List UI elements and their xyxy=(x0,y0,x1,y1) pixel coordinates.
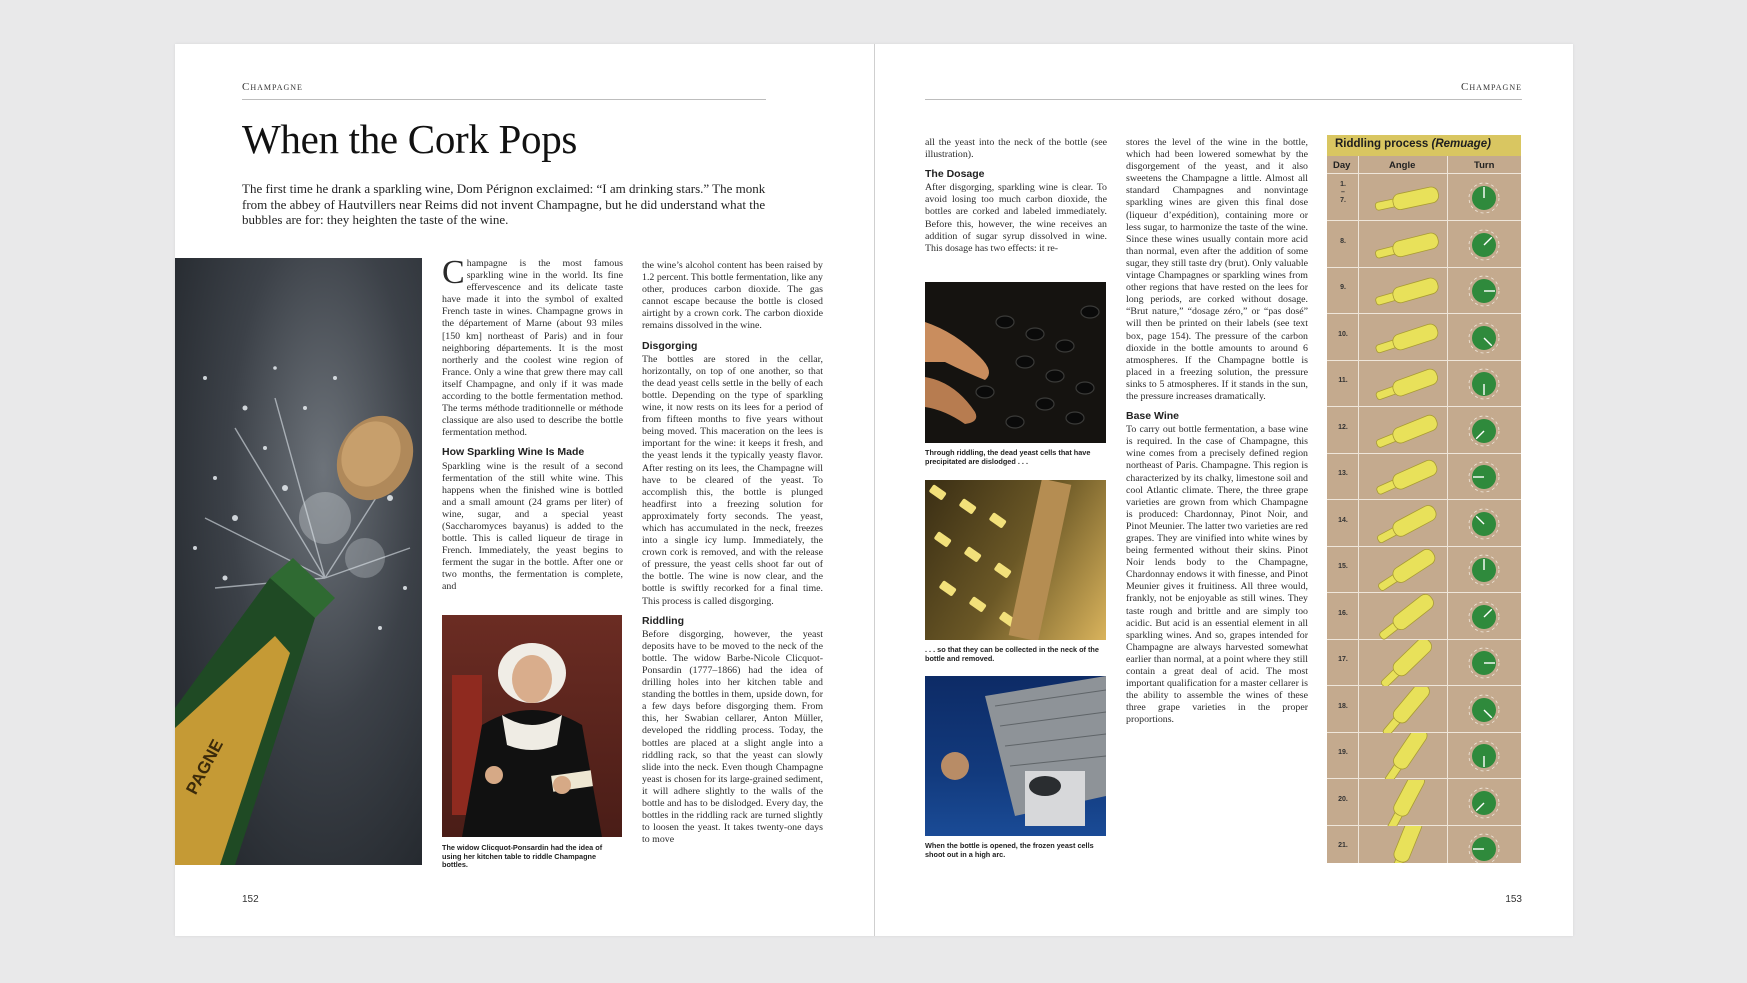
chart-row xyxy=(1327,501,1521,547)
day-label: 16. xyxy=(1338,609,1348,617)
chart-row xyxy=(1327,780,1521,826)
chart-row xyxy=(1327,222,1521,268)
text-column-3 xyxy=(925,137,1107,282)
body-text: Sparkling wine is the result of a second fermentation of the still white wine. This happens when the finished wine is bottled and a small amount (24 grams per liter) of wine, sugar, and a special yeast (Saccharomyces bayanus) is added to the bottle. This is called liqueur de tirage in French. Immediately, the yeast begins to ferment the sugar in the bottle. After one or two months, the fermentation is complete, and xyxy=(442,460,623,593)
row-graphic xyxy=(1327,640,1521,686)
day-label: 12. xyxy=(1338,423,1348,431)
bottle-icon xyxy=(1374,367,1440,404)
page-number-right: 153 xyxy=(1505,894,1522,905)
body-text: all the yeast into the neck of the bottle (see illustration). xyxy=(925,137,1107,161)
body-text: To carry out bottle fermentation, a base wine is required. In the case of Champagne, this wine comes from a precisely defined region northeast of Paris. Champagne. This region is characterized by its chalky, limestone soil and cool Atlantic climate. There, the three grape varieties are grown from which Champagne is produced: Chardonnay, Pinot Noir, and Pinot Meunier. The latter two varieties are red grapes. They are vinified into white wines by being fermented without their skins. Pinot Noir lends body to the Champagne, Chardonnay endows it with finesse, and Pinot Meunier gives it fruitiness. All three would, frankly, not be enjoyable as still wines. They taste rough and brittle and are simply too acidic. But acid is an essential element in all sparkling wines. And so, grapes intended for Champagne are always harvested somewhat earlier than normal, at a point where they still contain a great deal of acid. The most important qualification for a master cellarer is the ability to assemble the wines of these three grape varieties in the proper proportions. xyxy=(1126,424,1308,726)
chart-row xyxy=(1327,268,1521,314)
cork-pop-illustration xyxy=(175,258,422,865)
row-graphic xyxy=(1327,361,1521,407)
header-rule-right xyxy=(925,99,1522,100)
row-graphic xyxy=(1327,687,1521,733)
day-label: 1. – 7. xyxy=(1340,181,1346,204)
intro-paragraph: The first time he drank a sparkling wine, Dom Pérignon exclaimed: “I am drinking stars.” The monk from the abbey of Hautvillers near Reims did not invent Champagne, but he did understand what the bubbles are for: they heighten the taste of the wine. xyxy=(242,181,766,227)
row-graphic xyxy=(1327,501,1521,547)
section-heading: The Dosage xyxy=(925,168,985,181)
row-graphic xyxy=(1327,454,1521,500)
bottle-icon xyxy=(1375,503,1439,547)
photo-caption-1: Through riddling, the dead yeast cells that have precipitated are dislodged . . . xyxy=(925,448,1091,466)
right-page xyxy=(875,44,1574,936)
champagne-cork-photo xyxy=(175,258,422,865)
bottle-icon xyxy=(1376,594,1436,640)
chart-title-text: Riddling process xyxy=(1335,138,1429,150)
day-label: 19. xyxy=(1338,749,1348,756)
bottle-icon xyxy=(1374,413,1439,452)
row-graphic xyxy=(1327,547,1521,593)
text-column-1 xyxy=(442,258,623,615)
body-text: After disgorging, sparkling wine is clear. To avoid losing too much carbon dioxide, the bottles are corked and labeled immediately. Before this, however, the wine receives an addition of sugar syrup dissolved in wine. This dosage has two effects: it re- xyxy=(925,182,1107,254)
row-graphic xyxy=(1327,268,1521,314)
body-text: The bottles are stored in the cellar, horizontally, on top of one another, so that the dead yeast cells settle in the belly of each bottle. Depending on the type of sparkling wine, it now rests on its lees for a period of from fifteen months to five years without being moved. This maceration on the lees is important for the wine: it keeps it fresh, and the yeast lends it the typically yeasty flavor. After resting on its lees, the Champagne will have to be cleared of the yeast. To accomplish this, the bottle is plunged headfirst into a freezing solution for approximately forty seconds. The yeast, which has accumulated in the neck, freezes into a single icy lump. Immediately, the crown cork is removed, and with the release of pressure, the yeast cells shoot far out of the bottle. The wine is now clear, and the bottle is swiftly recorked for a final time. This process is called disgorging. xyxy=(642,353,823,607)
chart-header-row xyxy=(1327,156,1521,174)
page-title: When the Cork Pops xyxy=(242,116,578,162)
day-label: 21. xyxy=(1338,842,1348,849)
bottle-icon xyxy=(1383,780,1427,826)
day-label: 11. xyxy=(1338,377,1348,384)
row-graphic xyxy=(1327,408,1521,454)
chart-row xyxy=(1327,454,1521,500)
bottle-icon xyxy=(1377,640,1434,686)
body-text: the wine’s alcohol content has been raised by 1.2 percent. This bottle fermentation, like any other, produces carbon dioxide. The gas cannot escape because the bottle is closed airtight by a crown cork. The carbon dioxide remains dissolved in the wine. xyxy=(642,260,823,332)
bottle-icon xyxy=(1374,186,1440,215)
row-graphic xyxy=(1327,222,1521,268)
text-column-4 xyxy=(1126,137,1308,815)
page-number-left: 152 xyxy=(242,894,259,905)
chart-row xyxy=(1327,408,1521,454)
section-heading: How Sparkling Wine Is Made xyxy=(442,446,585,459)
chart-row xyxy=(1327,594,1521,640)
body-text: hampagne is the most famous sparkling wine in the world. Its fine effervescence and its delicate taste have made it into the symbol of exalted French taste in wines. Champagne grows in the département of Marne (about 93 miles [150 km] northeast of Paris) and in four neighboring départements. It is the most northerly and the coolest wine region of France. Only a wine that grew there may call itself Champagne, and only if it was made according to the bottle fermentation method. The terms méthode traditionnelle or méthode classique are also used to describe the bottle fermentation method. xyxy=(442,258,623,439)
day-label: 15. xyxy=(1338,563,1348,570)
row-graphic xyxy=(1327,826,1521,863)
chart-row xyxy=(1327,361,1521,407)
row-graphic xyxy=(1327,315,1521,361)
riddling-hands-photo xyxy=(925,282,1106,443)
header-rule-left xyxy=(242,99,766,100)
bottle-label: PAGNE xyxy=(182,736,227,798)
section-heading: Disgorging xyxy=(642,339,698,352)
section-heading: Base Wine xyxy=(1126,410,1180,423)
bottle-icon xyxy=(1379,687,1432,733)
drop-cap: C xyxy=(442,258,465,291)
widow-clicquot-portrait xyxy=(442,615,622,837)
bottle-icon xyxy=(1374,231,1440,262)
chart-row xyxy=(1327,826,1521,863)
row-graphic xyxy=(1327,594,1521,640)
day-label: 10. xyxy=(1338,330,1348,338)
day-label: 14. xyxy=(1338,516,1348,524)
day-label: 18. xyxy=(1338,702,1348,710)
day-label: 17. xyxy=(1338,656,1348,663)
chart-row xyxy=(1327,640,1521,686)
bottle-icon xyxy=(1385,826,1424,863)
day-label: 13. xyxy=(1338,470,1348,477)
chart-row xyxy=(1327,687,1521,733)
disgorging-photo xyxy=(925,676,1106,836)
riddling-rack-photo xyxy=(925,480,1106,640)
bottle-icon xyxy=(1374,276,1440,309)
row-graphic xyxy=(1327,733,1521,779)
header-turn: Turn xyxy=(1474,160,1495,171)
chart-title-italic: (Remuage) xyxy=(1431,138,1491,150)
body-text: stores the level of the wine in the bottle, which had been lowered somewhat by the disgorgement of the yeast, and it also sweetens the Champagne a little. Almost all standard Champagnes and nonvintage sparkling wines are given this final dose (liqueur d’expédition), containing more or less sugar, to harmonize the taste of the wine. Since these wines usually contain more acid than normal, even after the addition of some sugar, they still taste dry (brut). Only valuable vintage Champagnes or sparkling wines from other regions that have rested on the lees for long periods, are corked without dosage. “Brut nature,” “dosage zéro,” or “pas dosé” will then be printed on their labels (see text box, page 154). The pressure of the carbon dioxide in the bottle amounts to around 6 atmospheres. If the Champagne bottle is placed in a freezing solution, the pressure sinks to 5 atmospheres. If it stands in the sun, the pressure increases dramatically. xyxy=(1126,137,1308,402)
chart-title xyxy=(1327,135,1521,156)
text-column-2 xyxy=(642,260,823,860)
running-head-left: Champagne xyxy=(242,81,303,93)
body-text: Before disgorging, however, the yeast deposits have to be moved to the neck of the bottle. The widow Barbe-Nicole Clicquot-Ponsardin (1777–1866) had the idea of drilling holes into her kitchen table and standing the bottles in them, upside down, for a few days before disgorging them. From this, her Swabian cellarer, Anton Müller, developed the riddling process. Today, the bottles are placed at a slight angle into a riddling rack, so that the yeast can slowly slide into the neck. Even though Champagne yeast is chosen for its large-grained sediment, it will adhere slightly to the walls of the bottle and has to be dislodged. Every day, the bottles in the riddling rack are turned slightly to loosen the yeast. It takes twenty-one days to move xyxy=(642,628,823,846)
photo-caption-3: When the bottle is opened, the frozen yeast cells shoot out in a high arc. xyxy=(925,841,1094,859)
section-heading: Riddling xyxy=(642,614,684,627)
running-head-right: Champagne xyxy=(1461,81,1522,93)
chart-row xyxy=(1327,547,1521,593)
row-graphic xyxy=(1327,780,1521,826)
riddling-process-chart xyxy=(1327,135,1521,863)
left-page xyxy=(175,44,874,936)
row-graphic xyxy=(1327,175,1521,221)
day-label: 9. xyxy=(1340,284,1346,291)
bottle-icon xyxy=(1375,547,1437,593)
day-label: 20. xyxy=(1338,795,1348,803)
chart-row xyxy=(1327,733,1521,779)
photo-caption-2: . . . so that they can be collected in the neck of the bottle and removed. xyxy=(925,645,1099,663)
bottle-icon xyxy=(1374,322,1440,357)
portrait-caption: The widow Clicquot-Ponsardin had the idea of using her kitchen table to riddle Champagne bottles. xyxy=(442,843,603,870)
chart-row xyxy=(1327,315,1521,361)
bottle-icon xyxy=(1374,458,1439,499)
chart-row xyxy=(1327,175,1521,221)
day-label: 8. xyxy=(1340,237,1346,245)
bottle-icon xyxy=(1381,733,1430,779)
header-angle: Angle xyxy=(1389,160,1416,171)
header-day: Day xyxy=(1333,160,1351,171)
book-spread xyxy=(175,44,1573,936)
